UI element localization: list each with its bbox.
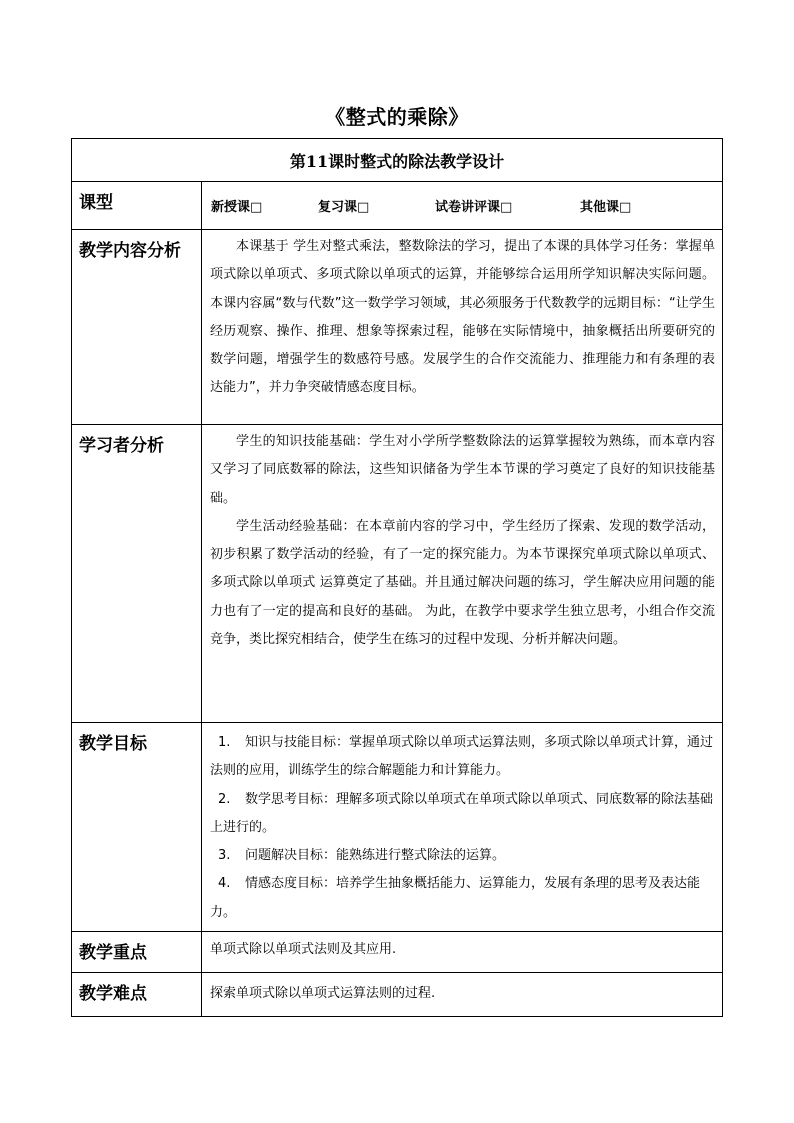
goal-number: 3. xyxy=(218,848,231,864)
key-points-label: 教学重点 xyxy=(72,932,202,973)
goal-text: 问题解决目标：能熟练进行整式除法的运算。 xyxy=(245,848,506,864)
difficulties-label: 教学难点 xyxy=(72,973,202,1017)
content-analysis-text xyxy=(202,230,723,425)
goal-number: 4. xyxy=(218,876,231,892)
learner-analysis-text xyxy=(202,425,723,723)
difficulties-row xyxy=(72,973,723,1017)
key-points-row xyxy=(72,932,723,973)
learner-experience-paragraph: 学生活动经验基础：在本章前内容的学习中，学生经历了探索、发现的数学活动，初步积累了数学活动的经验，有了一定的探究能力。为本节课探究单项式除以单项式、多项式除以单项式 运算奠定了基础。并且通过解决问题的练习，学生解决应用问题的能力也有了一定的提高和良好的基础。 为此，在教学中要求学生独立思考，小组合作交流竞争，类比探究相结合，使学生在练习的过程中发现、分析并解决问题。 xyxy=(210,518,715,648)
option-exam-review-lesson: 试卷讲评课□ xyxy=(435,200,513,215)
goal-number: 1. xyxy=(218,735,231,750)
lesson-header: 第11课时整式的除法教学设计 xyxy=(72,139,723,182)
goal-item xyxy=(210,729,715,786)
goal-item xyxy=(210,786,715,843)
goals-row xyxy=(72,723,723,932)
goal-item xyxy=(210,870,715,927)
goal-text: 数学思考目标：理解多项式除以单项式在单项式除以单项式、同底数幂的除法基础上进行的。 xyxy=(210,791,714,835)
course-type-label: 课型 xyxy=(72,182,202,230)
goal-item xyxy=(210,842,715,870)
content-analysis-paragraph: 本课基于 学生对整式乘法，整数除法的学习，提出了本课的具体学习任务：掌握单项式除以单项式、多项式除以单项式的运算，并能够综合运用所学知识解决实际问题。本课内容属“数与代数”这一数学学习领域，其必须服务于代数教学的远期目标：“让学生经历观察、操作、推理、想象等探索过程，能够在实际情境中，抽象概括出所要研究的数学问题，增强学生的数感符号感。发展学生的合作交流能力、推理能力和有条理的表达能力”，并力争突破情感态度目标。 xyxy=(210,239,715,396)
key-points-text: 单项式除以单项式法则及其应用. xyxy=(202,932,723,973)
course-type-options xyxy=(202,182,723,230)
learner-analysis-row xyxy=(72,425,723,723)
difficulties-text: 探索单项式除以单项式运算法则的过程. xyxy=(202,973,723,1017)
lesson-plan-table xyxy=(71,138,723,1017)
option-new-lesson: 新授课□ xyxy=(211,200,263,215)
option-review-lesson: 复习课□ xyxy=(318,200,370,215)
goal-text: 情感态度目标：培养学生抽象概括能力、运算能力，发展有条理的思考及表达能力。 xyxy=(210,876,701,920)
document-title: 《整式的乘除》 xyxy=(325,105,469,129)
header-row xyxy=(72,139,723,182)
learner-knowledge-paragraph: 学生的知识技能基础：学生对小学所学整数除法的运算掌握较为熟练，而本章内容又学习了同底数幂的除法，这些知识储备为学生本节课的学习奠定了良好的知识技能基础。 xyxy=(210,434,715,506)
goals-label: 教学目标 xyxy=(72,723,202,932)
goal-number: 2. xyxy=(218,791,231,807)
goal-text: 知识与技能目标：掌握单项式除以单项式运算法则，多项式除以单项式计算，通过法则的应用，训练学生的综合解题能力和计算能力。 xyxy=(210,735,714,779)
course-type-row xyxy=(72,182,723,230)
content-analysis-row xyxy=(72,230,723,425)
learner-analysis-label: 学习者分析 xyxy=(72,425,202,723)
option-other-lesson: 其他课□ xyxy=(580,200,632,215)
goals-list xyxy=(202,723,723,932)
content-analysis-label: 教学内容分析 xyxy=(72,230,202,425)
